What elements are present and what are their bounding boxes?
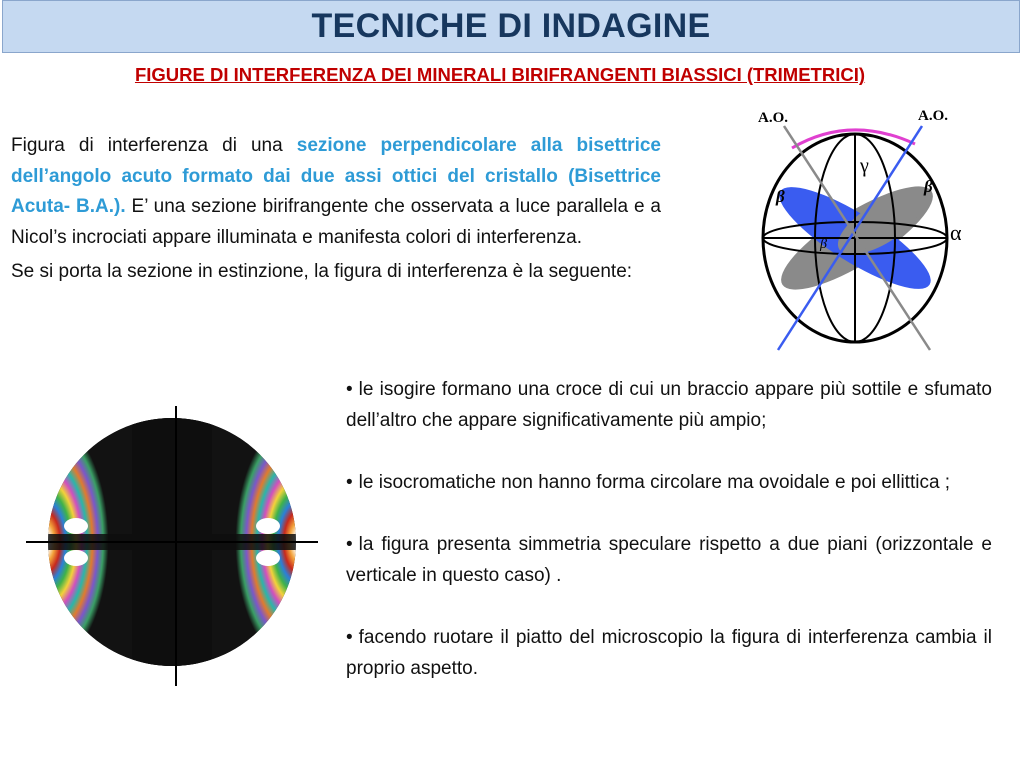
bullet-list xyxy=(346,374,992,684)
melatope-left-bottom xyxy=(64,550,88,566)
label-beta-center: β xyxy=(820,237,827,252)
indicatrix-diagram xyxy=(740,96,970,356)
label-beta-left: β xyxy=(776,187,785,206)
bullet-dot: • xyxy=(346,472,353,493)
label-beta-right: β xyxy=(924,177,933,196)
bullet-item xyxy=(346,467,992,498)
melatope-right-bottom xyxy=(256,550,280,566)
bullet-item xyxy=(346,374,992,436)
melatope-left-top xyxy=(64,518,88,534)
interference-figure xyxy=(24,404,320,688)
intro-paragraph-2: Se si porta la sezione in estinzione, la figura di interferenza è la seguente: xyxy=(11,261,633,282)
bullet-text: la figura presenta simmetria speculare rispetto a due piani (orizzontale e verticale in questo caso) . xyxy=(346,534,992,586)
bullet-text: le isogire formano una croce di cui un braccio appare più sottile e sfumato dell’altro che appare significativamente più ampio; xyxy=(346,379,992,431)
bullet-dot: • xyxy=(346,379,353,400)
intro-text xyxy=(11,131,661,292)
label-alpha: α xyxy=(950,220,962,245)
intro-highlight: sezione perpendicolare alla bisettrice dell’angolo acuto formato dai due assi ottici del cristallo (Bisettrice Acuta- B.A.). xyxy=(11,135,661,217)
title-bar xyxy=(2,0,1020,53)
label-gamma: γ xyxy=(860,155,869,177)
intro-text-end: E’ una sezione birifrangente che osservata a luce parallela e a Nicol’s incrociati appare illuminata e manifesta colori di interferenza. xyxy=(11,196,662,248)
label-ao-right: A.O. xyxy=(918,108,948,124)
label-ao-left: A.O. xyxy=(758,110,788,126)
bullet-item xyxy=(346,529,992,591)
bullet-dot: • xyxy=(346,627,353,648)
intro-text-start: Figura di interferenza di una xyxy=(11,135,297,156)
melatope-right-top xyxy=(256,518,280,534)
bullet-text: le isocromatiche non hanno forma circolare ma ovoidale e poi ellittica ; xyxy=(358,472,951,493)
slide-subtitle: FIGURE DI INTERFERENZA DEI MINERALI BIRIFRANGENTI BIASSICI (TRIMETRICI) xyxy=(134,64,866,85)
bullet-text: facendo ruotare il piatto del microscopio la figura di interferenza cambia il proprio aspetto. xyxy=(346,627,992,679)
intro-paragraph-1 xyxy=(11,131,661,253)
bullet-dot: • xyxy=(346,534,353,555)
page-title: TECNICHE DI INDAGINE xyxy=(311,7,711,45)
bullet-item xyxy=(346,622,992,684)
